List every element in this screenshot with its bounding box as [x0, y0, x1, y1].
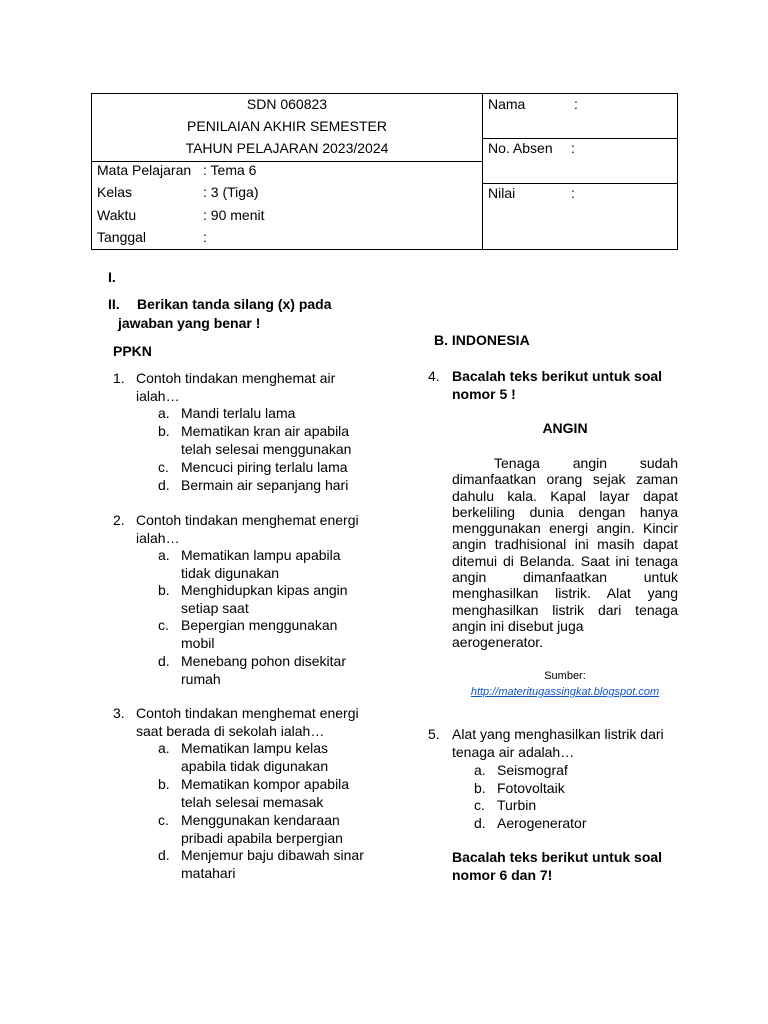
option-letter: b. [158, 423, 170, 439]
bindo-heading: B. INDONESIA [434, 332, 530, 348]
ppkn-heading: PPKN [113, 343, 152, 359]
question-5-text-cont: tenaga air adalah… [452, 744, 575, 760]
option-text: Aerogenerator [497, 814, 587, 831]
passage-line: menghasilkan listrik dari tenaga [452, 601, 678, 618]
passage-line: Tenaga angin sudah [494, 455, 678, 471]
question-text: Contoh tindakan menghemat air [136, 370, 336, 386]
option-text: Fotovoltaik [497, 779, 565, 796]
option-letter: c. [158, 459, 169, 475]
date-label: Tanggal [97, 229, 147, 245]
option-text: Mematikan lampu kelas [181, 740, 329, 756]
option-text: Mandi terlalu lama [181, 405, 296, 421]
option-text: Menggunakan kendaraan [181, 812, 340, 828]
question-5-text: Alat yang menghasilkan listrik dari [452, 726, 664, 742]
option-text: Menebang pohon disekitar [181, 653, 347, 669]
reading-title: ANGIN [542, 420, 588, 436]
passage-line: dahulu kala. Kapal layar dapat [452, 487, 678, 504]
school-name: SDN 060823 [246, 96, 328, 112]
header-divider [482, 94, 483, 249]
section-one-heading: I. [108, 269, 116, 285]
passage-line: angin ini disebut juga aerogenerator. [452, 617, 584, 651]
time-label: Waktu [97, 207, 137, 223]
option-text: rumah [181, 671, 221, 687]
question-4-instruction: Bacalah teks berikut untuk soal [452, 368, 663, 384]
question-6-7-instruction-cont: nomor 6 dan 7! [452, 867, 553, 883]
option-text: Seismograf [497, 762, 568, 778]
passage-line: angin dimanfaatkan untuk [452, 569, 678, 586]
option-letter: d. [158, 477, 170, 493]
passage-line: menghasilkan listrik. Alat yang [452, 585, 678, 602]
name-colon: : [574, 96, 578, 112]
absen-label: No. Absen [488, 140, 553, 156]
class-value: : 3 (Tiga) [203, 184, 259, 200]
option-text: Menghidupkan kipas angin [181, 582, 348, 598]
option-letter: d. [158, 847, 170, 863]
passage-line: dimanfaatkan orang sejak zaman [452, 471, 678, 488]
question-number: 1. [113, 370, 125, 386]
exam-header-table [91, 93, 678, 250]
option-text: matahari [181, 865, 236, 881]
absen-colon: : [571, 140, 575, 156]
option-letter: a. [158, 740, 170, 756]
option-text: setiap saat [181, 600, 249, 616]
option-text: Mematikan kompor apabila [181, 776, 350, 792]
option-text: Turbin [497, 797, 537, 814]
section-two-instruction-cont: jawaban yang benar ! [118, 315, 261, 331]
option-letter: b. [158, 582, 170, 598]
option-text: Bermain air sepanjang hari [181, 477, 349, 493]
class-label: Kelas [97, 184, 133, 200]
time-value: : 90 menit [203, 207, 265, 223]
option-text: Menjemur baju dibawah sinar [181, 847, 364, 863]
option-text: Bepergian menggunakan [181, 617, 338, 633]
option-letter: c. [158, 617, 169, 633]
option-text: telah selesai memasak [181, 794, 324, 810]
option-text: pribadi apabila berpergian [181, 830, 343, 846]
academic-year: TAHUN PELAJARAN 2023/2024 [185, 140, 389, 156]
option-letter: b. [158, 776, 170, 792]
name-label: Nama [488, 96, 526, 112]
reading-passage [452, 455, 678, 651]
option-letter: a. [158, 547, 170, 563]
option-letter: a. [158, 405, 170, 421]
option-text: mobil [181, 635, 215, 651]
option-text: telah selesai menggunakan [181, 441, 352, 457]
passage-line: ditemui di Belanda. Saat ini tenaga [452, 552, 678, 569]
question-text: Contoh tindakan menghemat energi [136, 705, 359, 721]
question-text: Contoh tindakan menghemat energi [136, 512, 359, 528]
question-4-instruction-cont: nomor 5 ! [452, 386, 516, 402]
question-text: ialah… [136, 388, 180, 404]
option-letter: a. [474, 762, 486, 778]
question-text: saat berada di sekolah ialah… [136, 723, 325, 739]
date-value: : [203, 229, 207, 245]
passage-line: angin tradhisional ini masih dapat [452, 536, 678, 553]
source-link[interactable]: http://materitugassingkat.blogspot.com [470, 686, 660, 698]
question-number: 5. [428, 726, 440, 742]
option-text: Mencuci piring terlalu lama [181, 459, 348, 475]
option-letter: d. [158, 653, 170, 669]
section-two-instruction: Berikan tanda silang (x) pada [137, 296, 332, 312]
option-text: Mematikan kran air apabila [181, 423, 350, 439]
question-number: 3. [113, 705, 125, 721]
option-text: tidak digunakan [181, 565, 280, 581]
option-text: apabila tidak digunakan [181, 758, 329, 774]
grade-colon: : [571, 185, 575, 201]
passage-line: berkeliling dunia dengan hanya [452, 503, 678, 520]
option-letter: c. [474, 797, 485, 814]
question-number: 4. [428, 368, 440, 384]
exam-title: PENILAIAN AKHIR SEMESTER [187, 118, 387, 134]
section-two-number: II. [108, 296, 120, 312]
option-letter: c. [158, 812, 169, 828]
passage-line: menggunakan energi angin. Kincir [452, 520, 678, 537]
option-letter: b. [474, 779, 486, 796]
grade-label: Nilai [488, 185, 516, 201]
option-text: Mematikan lampu apabila [181, 547, 341, 563]
option-letter: d. [474, 814, 486, 831]
question-number: 2. [113, 512, 125, 528]
subject-label: Mata Pelajaran [97, 162, 192, 178]
question-6-7-instruction: Bacalah teks berikut untuk soal [452, 849, 663, 865]
source-label: Sumber: [544, 670, 586, 682]
subject-value: : Tema 6 [203, 162, 257, 178]
question-text: ialah… [136, 530, 180, 546]
